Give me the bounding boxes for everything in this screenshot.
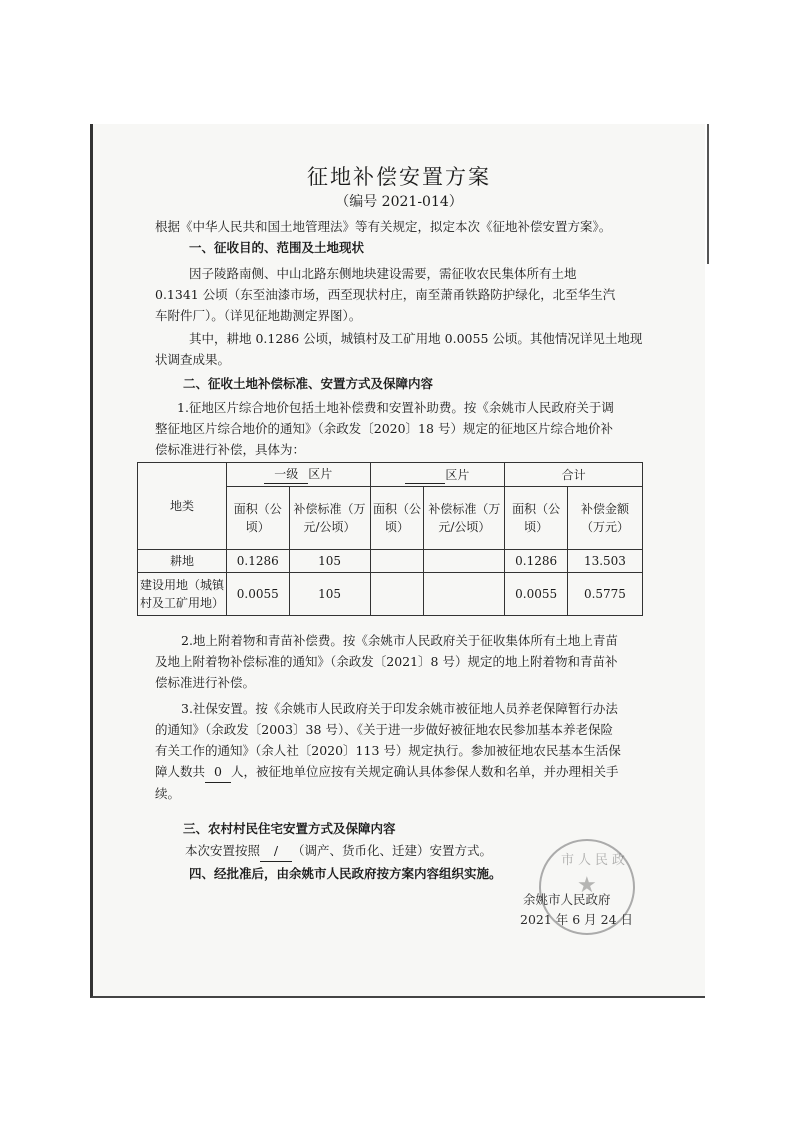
area-cell [370,550,424,573]
table-header-row [138,463,643,487]
signing-authority: 余姚市人民政府 [523,892,611,907]
zone-suffix: 区片 [308,467,333,481]
text-line: 3.社保安置。按《余姚市人民政府关于印发余姚市被征地人员养老保障暂行办法 [181,701,618,716]
text-line [155,761,621,783]
section-1-paragraph-2 [155,328,642,370]
signing-date: 2021 年 6 月 24 日 [520,912,634,927]
section-3-heading: 三、农村村民住宅安置方式及保障内容 [183,821,396,836]
seal-text: 市人民政 [561,853,630,868]
document-title: 征地补偿安置方案 [307,165,491,189]
zone-1-header [227,463,371,487]
text-fragment: 人，被征地单位应按有关规定确认具体参保人数和名单，并办理相关手 [231,764,619,779]
standard-cell [424,550,505,573]
text-line: 偿标准进行补偿。 [155,675,256,690]
text-line: 整征地区片综合地价的通知》（余政发〔2020〕18 号）规定的征地区片综合地价补 [155,421,613,436]
section-2-heading: 二、征收土地补偿标准、安置方式及保障内容 [183,376,434,391]
area-header: 面积（公顷） [370,487,424,550]
section-4-heading: 四、经批准后，由余姚市人民政府按方案内容组织实施。 [189,866,502,881]
text-fragment: 本次安置按照 [185,843,261,858]
total-amount-cell: 0.5775 [567,573,642,616]
total-area-cell: 0.0055 [505,573,568,616]
zone-2-level [405,469,445,484]
landtype-header: 地类 [138,463,227,550]
standard-cell [424,573,505,616]
text-line: 0.1341 公顷（东至油漆市场，西至现状村庄，南至萧甬铁路防护绿化，北至华生汽 [155,287,616,302]
area-cell [370,573,424,616]
zone-1-level: 一级 [264,465,308,484]
text-fragment: （调产、货币化、迁建）安置方式。 [292,843,493,858]
intro-paragraph: 根据《中华人民共和国土地管理法》等有关规定，拟定本次《征地补偿安置方案》。 [155,219,612,234]
table-row [138,573,643,616]
area-cell: 0.1286 [227,550,290,573]
section-1-heading: 一、征收目的、范围及土地现状 [189,240,365,255]
text-line: 的通知》（余政发〔2003〕38 号）、《关于进一步做好被征地农民参加基本养老保险 [155,722,613,737]
text-line: 偿标准进行补偿，具体为： [155,442,306,457]
standard-cell: 105 [289,573,370,616]
section-1-paragraph-1 [155,263,615,326]
total-header: 合计 [505,463,643,487]
text-line: 车附件厂）。（详见征地勘测定界图）。 [155,308,362,323]
document-page [90,124,705,998]
zone-2-header [370,463,505,487]
total-amount-cell: 13.503 [567,550,642,573]
text-line: 及地上附着物补偿标准的通知》（余政发〔2021〕8 号）规定的地上附着物和青苗补 [155,654,618,669]
zone-suffix: 区片 [445,467,470,482]
area-header: 面积（公顷） [227,487,290,550]
section-3-paragraph [185,840,492,862]
standard-header: 补偿标准（万元/公顷） [424,487,505,550]
text-line: 2.地上附着物和青苗补偿费。按《余姚市人民政府关于征收集体所有土地上青苗 [181,633,618,648]
text-line: 因子陵路南侧、中山北路东侧地块建设需要，需征收农民集体所有土地 [189,266,577,281]
landtype-cell: 耕地 [138,550,227,573]
landtype-cell: 建设用地（城镇村及工矿用地） [138,573,227,616]
resettlement-method: / [260,840,292,862]
area-cell: 0.0055 [227,573,290,616]
section-2-item-2 [155,630,618,693]
document-number: （编号 2021-014） [335,194,463,210]
area-header: 面积（公顷） [505,487,568,550]
section-2-item-3 [155,698,621,804]
insured-count: 0 [205,761,231,783]
text-fragment: 障人数共 [155,764,206,779]
standard-cell: 105 [289,550,370,573]
standard-header: 补偿标准（万元/公顷） [289,487,370,550]
star-icon: ★ [577,873,597,898]
total-area-cell: 0.1286 [505,550,568,573]
text-line: 状调查成果。 [155,352,231,367]
page-edge [707,124,709,264]
table-row [138,550,643,573]
compensation-table [137,462,643,616]
amount-header: 补偿金额（万元） [567,487,642,550]
text-line: 1.征地区片综合地价包括土地补偿费和安置补助费。按《余姚市人民政府关于调 [177,400,614,415]
text-line: 有关工作的通知》（余人社〔2020〕113 号）规定执行。参加被征地农民基本生活保 [155,743,621,758]
text-line: 其中，耕地 0.1286 公顷，城镇村及工矿用地 0.0055 公顷。其他情况详见土地现 [189,331,643,346]
text-line: 续。 [155,786,181,801]
section-2-item-1 [155,397,614,460]
